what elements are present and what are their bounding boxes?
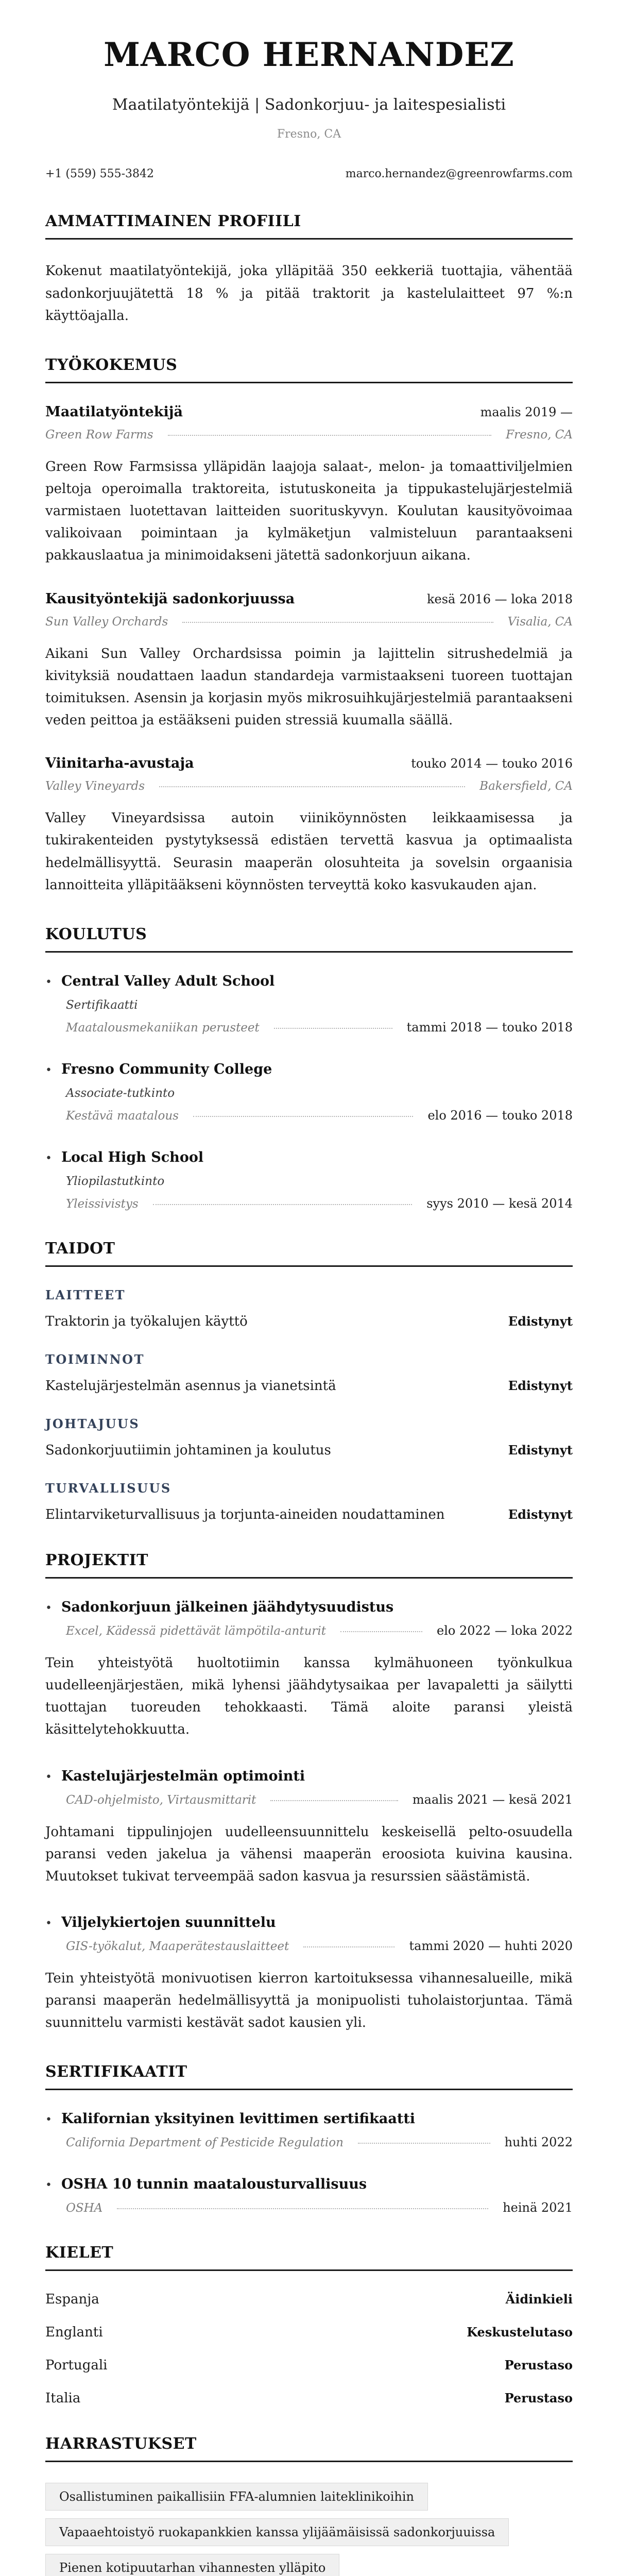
project-description: Tein yhteistyötä huoltotiimin kanssa kylmähuoneen työnkulkua uudelleenjärjestäen, mikä lyhensi jäähdytysaikaa per lavapaletti ja säilytti tuottajan tuoreuden tehokkaasti. Tämä aloite paransi yleistä käsittelytehokkuutta.: [45, 1655, 573, 1738]
job-company-row: [45, 615, 573, 629]
project-entry: [45, 1914, 573, 2034]
job-location: Visalia, CA: [507, 615, 573, 629]
job-title-row: [45, 755, 573, 771]
job-description: Green Row Farmsissa ylläpidän laajoja salaat-, melon- ja tomaattiviljelmien peltoja operoimalla traktoreita, istutuskoneita ja tippukastelujärjestelmiä varmistaen luotettavan laitteiden suorituskyvyn. Koulutan kausityövoimaa valikoivaan poimintaan ja kylmäketjun valmisteluun parantaakseni pakkauslaatua ja minimoidakseni jätettä sadonkorjuun aikana.: [45, 459, 573, 564]
education-dates: syys 2010 — kesä 2014: [426, 1196, 573, 1211]
project-tools: GIS-työkalut, Maaperätestauslaitteet: [66, 1939, 289, 1953]
education-title-row: [45, 973, 573, 989]
project-dates: tammi 2020 — huhti 2020: [409, 1938, 573, 1953]
certification-date: heinä 2021: [503, 2200, 573, 2215]
project-tools-row: [45, 1939, 573, 1953]
skill-group: [45, 1416, 573, 1458]
certification-issuer-row: [45, 2135, 573, 2149]
certification-issuer: OSHA: [66, 2201, 103, 2215]
job-dates: touko 2014 — touko 2016: [411, 756, 573, 771]
projects-heading: PROJEKTIT: [45, 1551, 573, 1579]
dotted-leader: [153, 1204, 413, 1205]
dotted-leader: [117, 2208, 488, 2209]
education-entry: [45, 1149, 573, 1211]
section-certifications: [45, 2063, 573, 2215]
certification-entry: [45, 2176, 573, 2215]
bullet-icon: •: [45, 975, 52, 989]
certification-entry: [45, 2111, 573, 2149]
field-of-study: Maatalousmekaniikan perusteet: [66, 1021, 260, 1035]
bullet-icon: •: [45, 2179, 52, 2192]
skill-level: Edistynyt: [508, 1506, 573, 1522]
field-of-study: Yleissivistys: [66, 1197, 139, 1211]
language-row: [45, 2391, 573, 2406]
bullet-icon: •: [45, 1917, 52, 1930]
skill-name: Kastelujärjestelmän asennus ja vianetsintä: [45, 1378, 336, 1394]
education-field-row: [45, 1108, 573, 1123]
languages-heading: KIELET: [45, 2244, 573, 2271]
section-projects: [45, 1551, 573, 2035]
project-title-row: [45, 1914, 573, 1930]
language-level: Keskustelutaso: [467, 2325, 573, 2340]
hobby-chip: Osallistuminen paikallisiin FFA-alumnien laiteklinikoihin: [45, 2483, 428, 2511]
skill-level: Edistynyt: [508, 1313, 573, 1329]
skill-row: [45, 1443, 573, 1458]
profile-heading: AMMATTIMAINEN PROFIILI: [45, 212, 573, 240]
project-description: Johtamani tippulinjojen uudelleensuunnittelu keskeisellä pelto-osuudella paransi veden jakelua ja vähensi maaperän eroosiota kuivina kausina. Muutokset tukivat terveempää sadon kasvua ja resurssien säästämistä.: [45, 1824, 573, 1884]
project-title: Sadonkorjuun jälkeinen jäähdytysuudistus: [61, 1599, 394, 1615]
school-name: Central Valley Adult School: [61, 973, 275, 989]
skill-category: LAITTEET: [45, 1287, 126, 1302]
language-level: Perustaso: [504, 2358, 573, 2373]
contact-row: [45, 167, 573, 180]
dotted-leader: [303, 1946, 394, 1947]
job-title-row: [45, 591, 573, 607]
profile-text: Kokenut maatilatyöntekijä, joka ylläpitää 350 eekkeriä tuottajia, vähentää sadonkorjuujätettä 18 % ja pitää traktorit ja kastelulaitteet 97 %:n käyttöajalla.: [45, 263, 573, 324]
project-title-row: [45, 1768, 573, 1784]
skill-group: [45, 1287, 573, 1329]
skill-level: Edistynyt: [508, 1378, 573, 1393]
skill-name: Traktorin ja työkalujen käyttö: [45, 1313, 248, 1329]
degree-type: Sertifikaatti: [66, 998, 138, 1012]
education-field-row: [45, 1020, 573, 1035]
section-skills: [45, 1240, 573, 1522]
hobby-chip: Pienen kotipuutarhan vihannesten ylläpito: [45, 2554, 339, 2576]
project-tools: Excel, Kädessä pidettävät lämpötila-anturit: [66, 1624, 327, 1638]
project-description: Tein yhteistyötä monivuotisen kierron kartoituksessa vihannesalueille, mikä paransi maaperän hedelmällisyyttä ja monipuolisti tuholaistorjuntaa. Tämä suunnittelu varmisti kestävät sadot kausien yli.: [45, 1970, 573, 2031]
project-title: Kastelujärjestelmän optimointi: [61, 1768, 305, 1784]
bullet-icon: •: [45, 1151, 52, 1165]
dotted-leader: [358, 2143, 490, 2144]
dotted-leader: [168, 435, 492, 436]
headline: Maatilatyöntekijä | Sadonkorjuu- ja laitespesialisti: [112, 96, 506, 114]
project-tools-row: [45, 1623, 573, 1638]
certification-title-row: [45, 2176, 573, 2192]
education-heading: KOULUTUS: [45, 925, 573, 953]
language-name: Italia: [45, 2391, 81, 2406]
skill-row: [45, 1378, 573, 1394]
project-tools-row: [45, 1792, 573, 1807]
job-dates: kesä 2016 — loka 2018: [426, 591, 573, 606]
dotted-leader: [182, 622, 493, 623]
education-entry: [45, 1061, 573, 1123]
email-address: marco.hernandez@greenrowfarms.com: [345, 167, 573, 181]
skill-group: [45, 1481, 573, 1522]
language-row: [45, 2292, 573, 2307]
job-title: Kausityöntekijä sadonkorjuussa: [45, 590, 295, 607]
certification-issuer: California Department of Pesticide Regulation: [66, 2136, 344, 2150]
skill-category: TOIMINNOT: [45, 1351, 145, 1367]
education-field-row: [45, 1196, 573, 1211]
certifications-heading: SERTIFIKAATIT: [45, 2063, 573, 2090]
language-level: Perustaso: [504, 2391, 573, 2406]
language-name: Espanja: [45, 2292, 99, 2308]
language-row: [45, 2325, 573, 2340]
job-title: Maatilatyöntekijä: [45, 403, 183, 420]
language-row: [45, 2358, 573, 2373]
language-level: Äidinkieli: [505, 2292, 573, 2307]
school-name: Fresno Community College: [61, 1061, 272, 1077]
education-title-row: [45, 1149, 573, 1165]
project-dates: maalis 2021 — kesä 2021: [412, 1792, 573, 1807]
education-dates: elo 2016 — touko 2018: [427, 1108, 573, 1123]
bullet-icon: •: [45, 1063, 52, 1077]
skill-group: [45, 1352, 573, 1394]
section-profile: [45, 212, 573, 327]
project-entry: [45, 1768, 573, 1888]
field-of-study: Kestävä maatalous: [66, 1109, 179, 1123]
dotted-leader: [159, 786, 465, 787]
job-description: Valley Vineyardsissa autoin viiniköynnösten leikkaamisessa ja tukirakenteiden pystytyksessä edistäen tervettä kasvua ja optimaalista hedelmällisyyttä. Seurasin maaperän olosuhteita ja sovelsin orgaanisia lannoitteita ylläpitääkseni köynnösten terveyttä koko kasvukauden ajan.: [45, 810, 573, 893]
certification-name: OSHA 10 tunnin maatalousturvallisuus: [61, 2176, 367, 2193]
school-name: Local High School: [61, 1149, 204, 1165]
certification-date: huhti 2022: [504, 2135, 573, 2150]
dotted-leader: [270, 1800, 398, 1801]
job-entry: [45, 404, 573, 567]
section-languages: [45, 2244, 573, 2406]
section-education: [45, 925, 573, 1211]
project-tools: CAD-ohjelmisto, Virtausmittarit: [66, 1793, 256, 1807]
job-company: Green Row Farms: [45, 428, 153, 442]
job-dates: maalis 2019 —: [480, 404, 573, 419]
skill-row: [45, 1507, 573, 1522]
degree-type: Yliopilastutkinto: [66, 1174, 165, 1188]
hobbies-heading: HARRASTUKSET: [45, 2435, 573, 2462]
job-location: Bakersfield, CA: [479, 779, 573, 793]
skill-category: TURVALLISUUS: [45, 1480, 171, 1496]
job-location: Fresno, CA: [506, 428, 573, 442]
person-name: MARCO HERNANDEZ: [104, 36, 514, 74]
education-title-row: [45, 1061, 573, 1077]
phone-number: +1 (559) 555-3842: [45, 167, 154, 181]
skill-name: Elintarviketurvallisuus ja torjunta-aineiden noudattaminen: [45, 1506, 445, 1522]
job-company-row: [45, 779, 573, 793]
education-entry: [45, 973, 573, 1035]
job-company-row: [45, 428, 573, 442]
language-name: Englanti: [45, 2325, 103, 2341]
dotted-leader: [193, 1116, 413, 1117]
section-hobbies: [45, 2435, 573, 2576]
hobby-chip: Vapaaehtoistyö ruokapankkien kanssa ylijäämäisissä sadonkorjuuissa: [45, 2518, 509, 2546]
experience-heading: TYÖKOKEMUS: [45, 356, 573, 383]
dotted-leader: [274, 1028, 392, 1029]
skills-heading: TAIDOT: [45, 1240, 573, 1267]
job-entry: [45, 591, 573, 732]
job-company: Valley Vineyards: [45, 779, 145, 793]
section-experience: [45, 356, 573, 896]
skill-name: Sadonkorjuutiimin johtaminen ja koulutus: [45, 1442, 331, 1458]
bullet-icon: •: [45, 1770, 52, 1784]
bullet-icon: •: [45, 1601, 52, 1615]
project-title-row: [45, 1599, 573, 1615]
certification-issuer-row: [45, 2200, 573, 2215]
certification-title-row: [45, 2111, 573, 2127]
job-entry: [45, 755, 573, 896]
certification-name: Kalifornian yksityinen levittimen sertifikaatti: [61, 2111, 416, 2127]
header-location: Fresno, CA: [277, 128, 341, 141]
bullet-icon: •: [45, 2113, 52, 2127]
degree-type: Associate-tutkinto: [66, 1086, 175, 1100]
project-dates: elo 2022 — loka 2022: [437, 1623, 573, 1638]
job-company: Sun Valley Orchards: [45, 615, 168, 629]
job-title-row: [45, 404, 573, 420]
dotted-leader: [340, 1631, 422, 1632]
job-title: Viinitarha-avustaja: [45, 755, 194, 772]
education-dates: tammi 2018 — touko 2018: [406, 1020, 573, 1035]
skill-row: [45, 1314, 573, 1329]
job-description: Aikani Sun Valley Orchardsissa poimin ja lajittelin sitrushedelmiä ja kivityksiä noudattaen laadun standardeja varmistaakseni tuoreen tuottajan toimituksen. Asensin ja korjasin myös mikrosuihkujärjestelmiä parantaakseni veden peittoa ja estääkseni puiden stressiä kuumalla säällä.: [45, 646, 573, 728]
project-title: Viljelykiertojen suunnittelu: [61, 1914, 276, 1930]
project-entry: [45, 1599, 573, 1741]
skill-category: JOHTAJUUS: [45, 1416, 140, 1431]
skill-level: Edistynyt: [508, 1442, 573, 1458]
language-name: Portugali: [45, 2358, 108, 2374]
